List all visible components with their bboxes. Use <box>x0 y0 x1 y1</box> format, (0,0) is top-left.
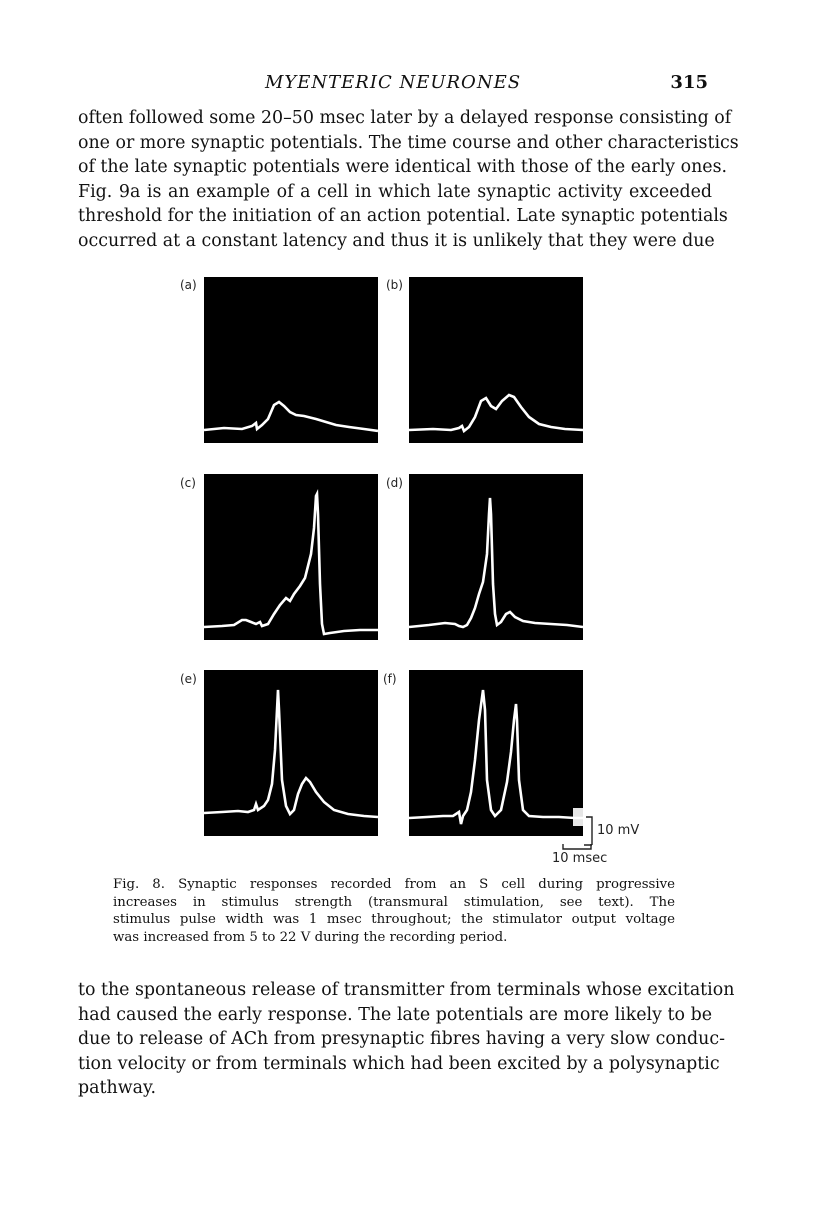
body-paragraph-bottom <box>78 978 735 1101</box>
running-title: MYENTERIC NEURONES <box>264 72 522 93</box>
text-line: of the late synaptic potentials were identical with those of the early ones. <box>78 157 728 178</box>
trace-c <box>204 474 378 640</box>
oscilloscope-trace-a <box>204 277 378 443</box>
oscilloscope-trace-b <box>409 277 583 443</box>
caption-line: was increased from 5 to 22 V during the recording period. <box>113 929 508 945</box>
oscilloscope-trace-d <box>409 474 583 640</box>
oscilloscope-trace-e <box>204 670 378 836</box>
trace-e <box>204 670 378 836</box>
text-line: threshold for the initiation of an action potential. Late synaptic potentials <box>78 206 728 227</box>
text-line: had caused the early response. The late potentials are more likely to be <box>78 1004 712 1025</box>
trace-b <box>409 277 583 443</box>
running-header <box>78 72 708 98</box>
caption-line: increases in stimulus strength (transmural stimulation, see text). The <box>113 894 675 910</box>
caption-line: stimulus pulse width was 1 msec throughout; the stimulator output voltage <box>113 912 675 928</box>
text-line: often followed some 20–50 msec later by a delayed response consisting of <box>78 108 732 128</box>
scale-bar-voltage-label: 10 mV <box>597 823 640 838</box>
scale-bar-time-label: 10 msec <box>552 851 608 866</box>
figure-caption <box>113 876 675 946</box>
text-line: tion velocity or from terminals which had been excited by a polysynaptic <box>78 1053 720 1074</box>
text-line: occurred at a constant latency and thus it is unlikely that they were due <box>78 230 715 251</box>
panel-label-c: (c) <box>180 476 196 490</box>
page-number: 315 <box>670 72 708 93</box>
panel-label-a: (a) <box>180 278 197 292</box>
caption-line: Fig. 8. Synaptic responses recorded from an S cell during progressive <box>113 877 675 892</box>
text-line: one or more synaptic potentials. The time course and other characteristics <box>78 132 739 153</box>
body-paragraph-top <box>78 106 739 254</box>
text-line: due to release of ACh from presynaptic fibres having a very slow conduc- <box>78 1029 725 1050</box>
oscilloscope-trace-c <box>204 474 378 640</box>
panel-label-b: (b) <box>386 278 403 292</box>
trace-d <box>409 474 583 640</box>
text-line: pathway. <box>78 1078 156 1099</box>
scale-bar-time-bar <box>562 843 592 851</box>
text-line: Fig. 9a is an example of a cell in which late synaptic activity exceeded <box>78 181 712 202</box>
text-line: to the spontaneous release of transmitter from terminals whose excitation <box>78 980 735 1000</box>
panel-label-f: (f) <box>383 672 397 686</box>
trace-f <box>409 670 583 836</box>
panel-label-e: (e) <box>180 672 197 686</box>
trace-a <box>204 277 378 443</box>
panel-label-d: (d) <box>386 476 403 490</box>
oscilloscope-trace-f <box>409 670 583 836</box>
